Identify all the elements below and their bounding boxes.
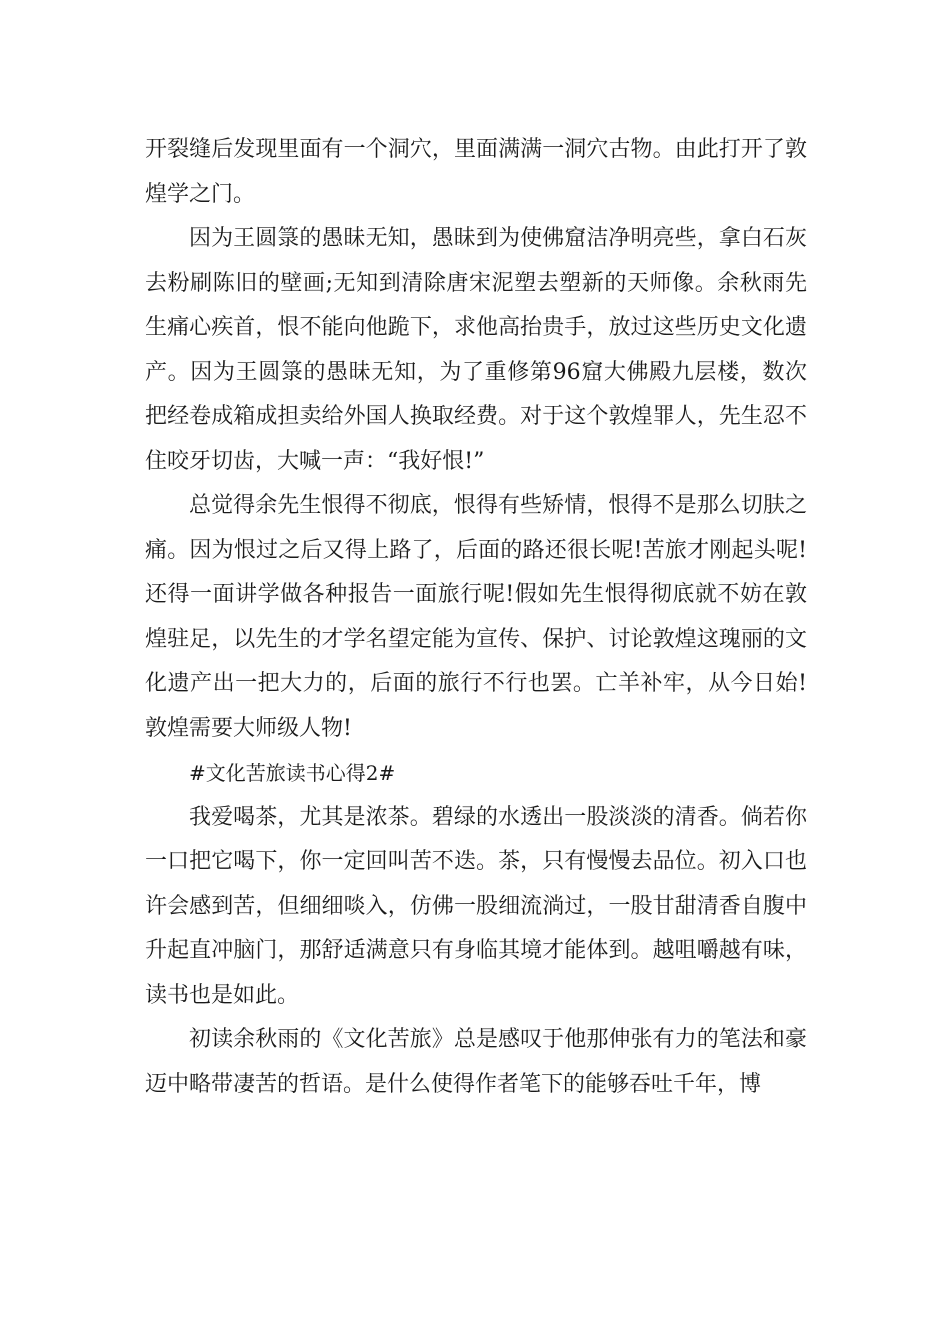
paragraph-first-reading: 初读余秋雨的《文化苦旅》总是感叹于他那伸张有力的笔法和豪迈中略带凄苦的哲语。是什么使得作者笔下的能够吞吐千年，博 (145, 1027, 807, 1097)
paragraph-tea: 我爱喝茶，尤其是浓茶。碧绿的水透出一股淡淡的清香。倘若你一口把它喝下，你一定回叫苦不迭。茶，只有慢慢去品位。初入口也许会感到苦，但细细啖入，仿佛一股细流淌过，一股甘甜清香自腹中升起直冲脑门，那舒适满意只有身临其境才能体到。越咀嚼越有味，读书也是如此。 (145, 804, 807, 1008)
paragraph-continuation: 开裂缝后发现里面有一个洞穴，里面满满一洞穴古物。由此打开了敦煌学之门。 (145, 137, 807, 207)
section-heading: #文化苦旅读书心得2# (189, 761, 396, 785)
document-body (145, 128, 807, 1107)
paragraph-hatred-reflection: 总觉得余先生恨得不彻底，恨得有些矫情，恨得不是那么切肤之痛。因为恨过之后又得上路了，后面的路还很长呢!苦旅才刚起头呢!还得一面讲学做各种报告一面旅行呢!假如先生恨得彻底就不妨在敦煌驻足，以先生的才学名望定能为宣传、保护、讨论敦煌这瑰丽的文化遗产出一把大力的，后面的旅行不行也罢。亡羊补牢，从今日始!敦煌需要大师级人物! (145, 493, 807, 741)
paragraph-wang-yuanlu: 因为王圆箓的愚昧无知，愚昧到为使佛窟洁净明亮些，拿白石灰去粉刷陈旧的壁画;无知到清除唐宋泥塑去塑新的天师像。余秋雨先生痛心疾首，恨不能向他跪下，求他高抬贵手，放过这些历史文化遗产。因为王圆箓的愚昧无知，为了重修第96窟大佛殿九层楼，数次把经卷成箱成担卖给外国人换取经费。对于这个敦煌罪人，先生忍不住咬牙切齿，大喊一声：“我好恨!” (145, 226, 807, 474)
